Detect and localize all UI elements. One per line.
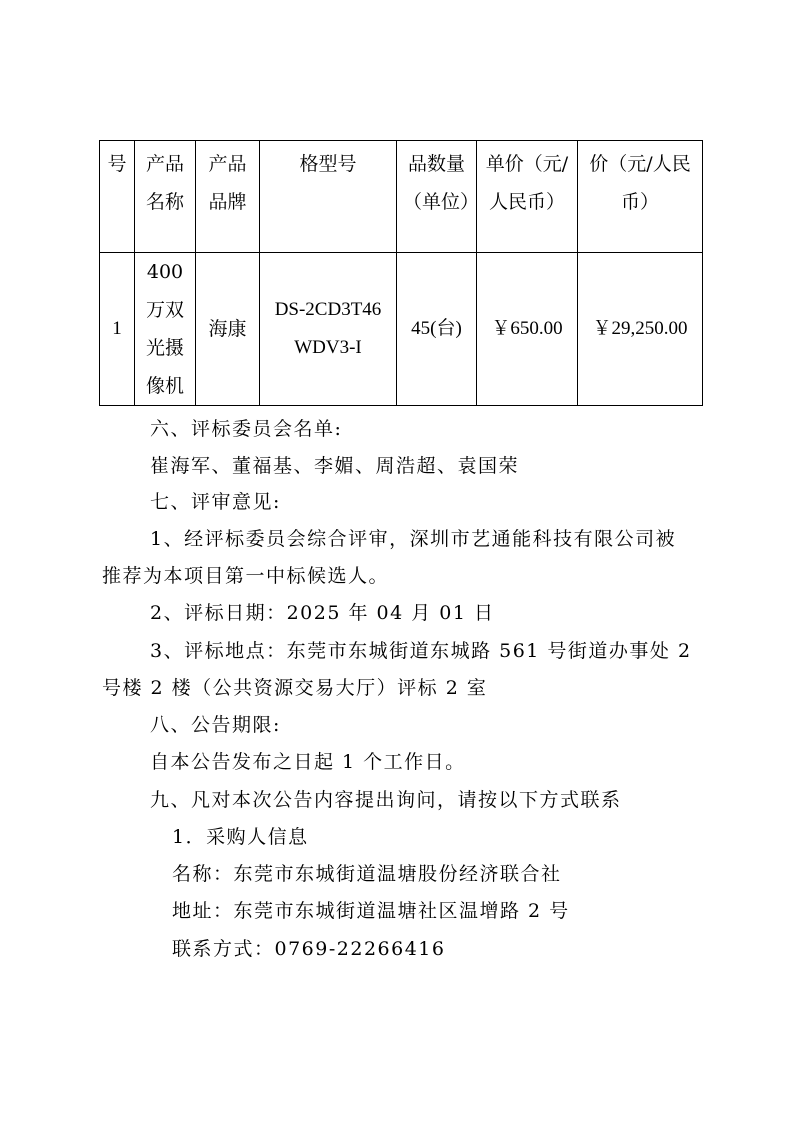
row-model: DS-2CD3T46WDV3-I bbox=[260, 253, 397, 406]
committee-members: 崔海军、董福基、李媚、周浩超、袁国荣 bbox=[150, 455, 520, 477]
purchaser-name: 名称：东莞市东城街道温塘股份经济联合社 bbox=[172, 863, 562, 885]
header-product-name: 产品名称 bbox=[135, 141, 196, 253]
review-opinion-1-line2: 推荐为本项目第一中标候选人。 bbox=[102, 565, 390, 587]
table-header-row bbox=[100, 141, 703, 253]
header-unit-price: 单价（元/人民币） bbox=[477, 141, 578, 253]
row-quantity: 45(台) bbox=[397, 253, 477, 406]
bid-result-table bbox=[99, 140, 703, 406]
purchaser-address: 地址：东莞市东城街道温塘社区温增路 2 号 bbox=[172, 900, 570, 922]
section-6-title: 六、评标委员会名单: bbox=[150, 418, 343, 440]
purchaser-info-heading: 1．采购人信息 bbox=[172, 826, 309, 848]
evaluation-location-line1: 3、评标地点：东莞市东城街道东城路 561 号街道办事处 2 bbox=[150, 640, 692, 662]
row-brand: 海康 bbox=[196, 253, 260, 406]
section-8-title: 八、公告期限: bbox=[150, 714, 281, 736]
header-brand: 产品品牌 bbox=[196, 141, 260, 253]
row-total-price: ￥29,250.00 bbox=[578, 253, 703, 406]
row-unit-price: ￥650.00 bbox=[477, 253, 578, 406]
purchaser-contact: 联系方式：0769-22266416 bbox=[172, 938, 446, 960]
announcement-period: 自本公告发布之日起 1 个工作日。 bbox=[150, 751, 466, 773]
row-index: 1 bbox=[100, 253, 135, 406]
section-7-title: 七、评审意见: bbox=[150, 491, 281, 513]
evaluation-date: 2、评标日期：2025 年 04 月 01 日 bbox=[150, 602, 495, 624]
header-index: 号 bbox=[100, 141, 135, 253]
table-row bbox=[100, 253, 703, 406]
section-9-title: 九、凡对本次公告内容提出询问，请按以下方式联系 bbox=[150, 789, 622, 811]
evaluation-location-line2: 号楼 2 楼（公共资源交易大厅）评标 2 室 bbox=[102, 677, 488, 699]
row-product-name: 400万双光摄像机 bbox=[135, 253, 196, 406]
header-total-price: 价（元/人民币） bbox=[578, 141, 703, 253]
header-quantity: 品数量（单位） bbox=[397, 141, 477, 253]
header-model: 格型号 bbox=[260, 141, 397, 253]
review-opinion-1-line1: 1、经评标委员会综合评审，深圳市艺通能科技有限公司被 bbox=[150, 528, 677, 550]
